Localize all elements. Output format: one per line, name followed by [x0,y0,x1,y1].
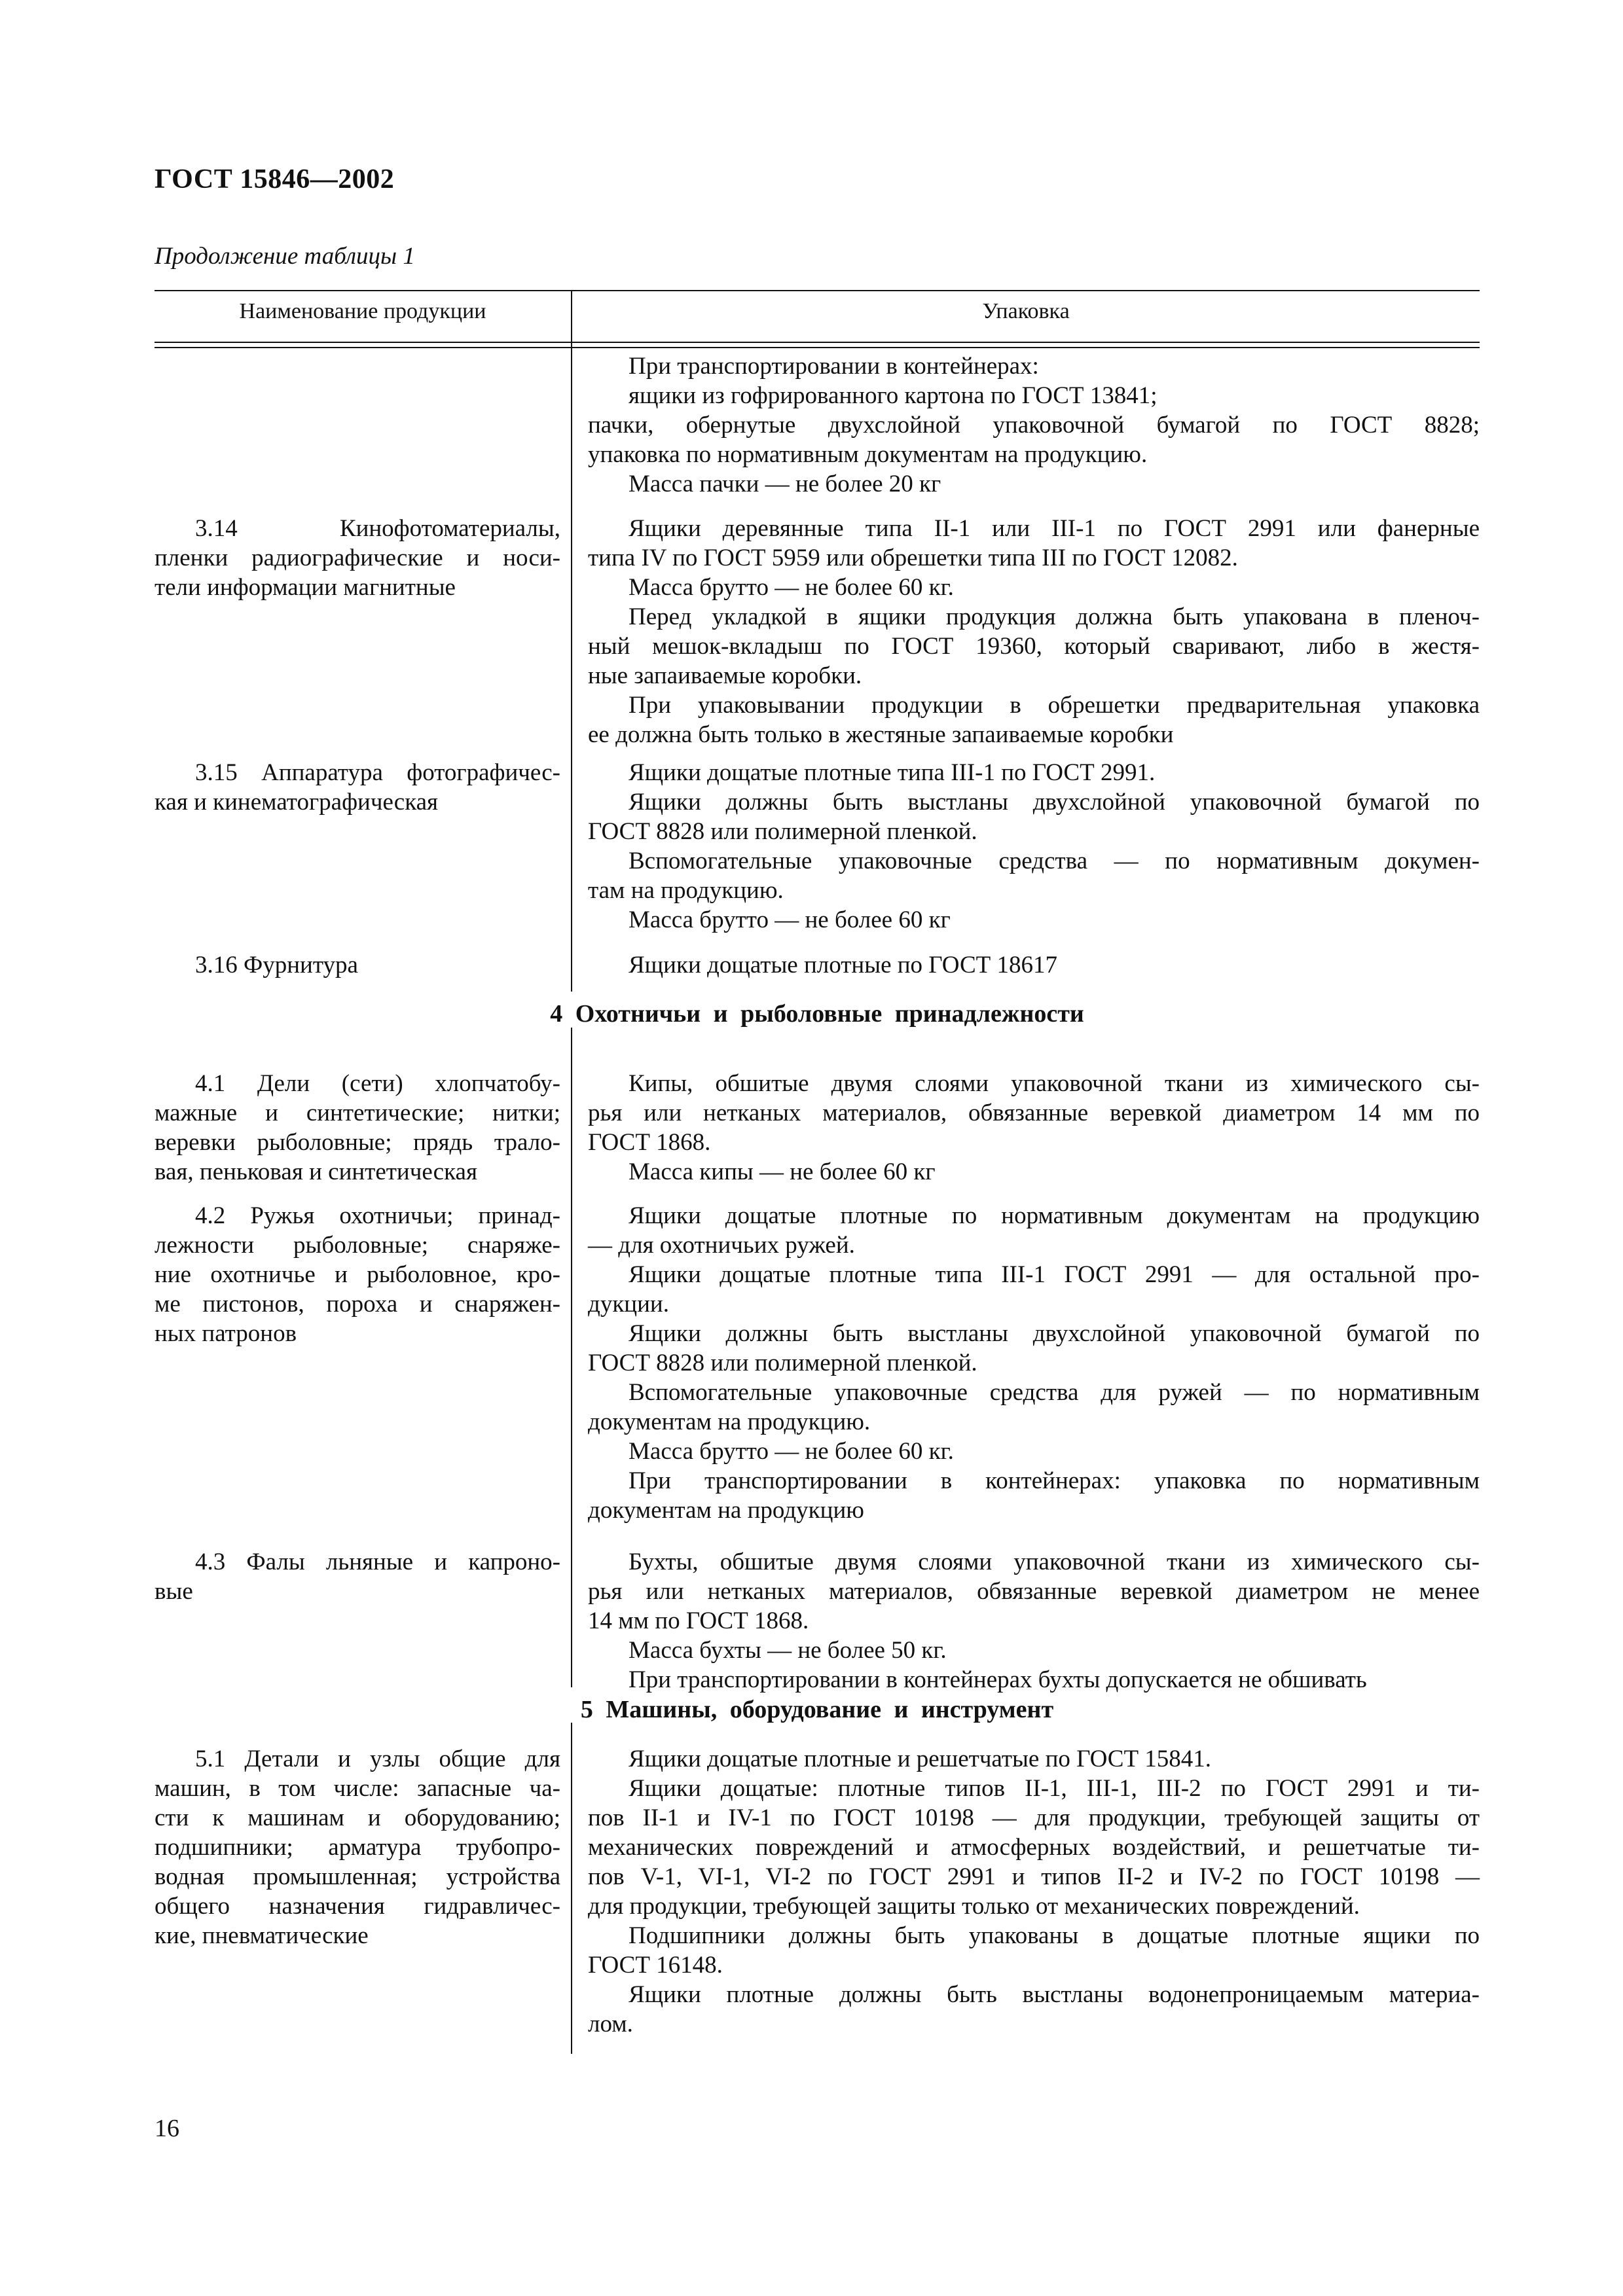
text-line: документам на продукцию. [588,1408,871,1435]
table-caption: Продолжение таблицы 1 [155,243,415,270]
text-line: вые [155,1578,193,1605]
text-line: ГОСТ 8828 или полимерной пленкой. [588,1350,977,1376]
product-cell-3-15 [155,758,560,817]
product-cell-4-1 [155,1069,560,1187]
text-line: Масса бухты — не более 50 кг. [629,1637,947,1664]
product-cell-4-3 [155,1547,560,1606]
text-line: Подшипники должны быть упакованы в дощатые плотные ящики по [629,1922,1480,1949]
packaging-cell-4-3 [588,1547,1480,1695]
text-line: 4.1 Дели (сети) хлопчатобу- [195,1070,560,1097]
text-line: ящики из гофрированного картона по ГОСТ 13841; [629,382,1158,409]
text-line: При транспортировании в контейнерах бухты допускается не обшивать [629,1666,1367,1693]
text-line: рья или нетканых материалов, обвязанные веревкой диаметром не менее [588,1578,1480,1605]
text-line: 14 мм по ГОСТ 1868. [588,1607,809,1634]
text-line: Масса брутто — не более 60 кг. [629,1438,954,1465]
text-line: Ящики должны быть выстланы двухслойной упаковочной бумагой по [629,1320,1480,1347]
text-line: Вспомогательные упаковочные средства для ружей — по нормативным [629,1379,1480,1406]
text-line: ные запаиваемые коробки. [588,662,862,689]
text-line: для продукции, требующей защиты только от механических повреждений. [588,1893,1360,1920]
text-line: Ящики деревянные типа II-1 или III-1 по ГОСТ 2991 или фанерные [629,515,1480,542]
text-line: дукции. [588,1291,669,1318]
text-line: Бухты, обшитые двумя слоями упаковочной ткани из химического сы- [629,1549,1480,1575]
text-line: ных патронов [155,1320,297,1347]
text-line: тели информации магнитные [155,574,456,601]
text-line: пов V-1, VI-1, VI-2 по ГОСТ 2991 и типов II-2 и IV-2 по ГОСТ 10198 — [588,1863,1480,1890]
product-cell-5-1 [155,1744,560,1950]
column-divider [571,1028,572,1687]
column-divider [571,290,572,992]
text-line: водная промышленная; устройства [155,1863,560,1890]
text-line: Ящики дощатые плотные типа III-1 ГОСТ 2991 — для остальной про- [629,1261,1480,1288]
text-line: лежности рыболовные; снаряже- [155,1232,560,1259]
text-line: ние охотничье и рыболовное, кро- [155,1261,560,1288]
text-line: ме пистонов, пороха и снаряжен- [155,1291,560,1318]
text-line: Ящики дощатые плотные и решетчатые по ГОСТ 15841. [629,1746,1212,1772]
text-line: ГОСТ 8828 или полимерной пленкой. [588,818,977,845]
product-cell-4-2 [155,1201,560,1348]
text-line: мажные и синтетические; нитки; [155,1100,560,1126]
text-line: машин, в том числе: запасные ча- [155,1775,560,1802]
packaging-cell-4-1 [588,1069,1480,1187]
text-line: веревки рыболовные; прядь трало- [155,1129,560,1156]
text-line: сти к машинам и оборудованию; [155,1804,560,1831]
text-line: — для охотничьих ружей. [588,1232,855,1259]
product-cell-3-16 [155,950,560,980]
packaging-cell-5-1 [588,1744,1480,2039]
header-rule [155,342,1480,343]
packaging-cell-3-16 [588,950,1480,980]
text-line: 4.3 Фалы льняные и капроно- [195,1549,560,1575]
section-heading-5: 5 Машины, оборудование и инструмент [580,1696,1054,1723]
text-line: рья или нетканых материалов, обвязанные веревкой диаметром 14 мм по [588,1100,1480,1126]
header-rule-double [155,347,1480,348]
text-line: пленки радиографические и носи- [155,545,560,571]
text-line: Ящики должны быть выстланы двухслойной упаковочной бумагой по [629,789,1480,816]
text-line: Кипы, обшитые двумя слоями упаковочной ткани из химического сы- [629,1070,1480,1097]
text-line: Масса кипы — не более 60 кг [629,1158,936,1185]
text-line: кая и кинематографическая [155,789,439,816]
packaging-cell-3-15 [588,758,1480,935]
document-id: ГОСТ 15846—2002 [155,164,395,194]
text-line: 3.14 Кинофотоматериалы, [195,515,560,542]
text-line: упаковка по нормативным документам на продукцию. [588,441,1148,468]
text-line: Масса пачки — не более 20 кг [629,471,941,497]
text-line: общего назначения гидравличес- [155,1893,560,1920]
text-line: подшипники; арматура трубопро- [155,1834,560,1861]
text-line: кие, пневматические [155,1922,369,1949]
text-line: ГОСТ 1868. [588,1129,711,1156]
text-line: Ящики дощатые плотные по ГОСТ 18617 [629,952,1057,978]
text-line: пов II-1 и IV-1 по ГОСТ 10198 — для продукции, требующей защиты от [588,1804,1480,1831]
text-line: ГОСТ 16148. [588,1952,723,1979]
text-line: При упаковывании продукции в обрешетки предварительная упаковка [629,692,1480,719]
text-line: ее должна быть только в жестяные запаиваемые коробки [588,721,1174,748]
page-number: 16 [155,2115,179,2142]
text-line: лом. [588,2011,633,2037]
column-header-packaging: Упаковка [982,299,1070,323]
text-line: Ящики дощатые плотные типа III-1 по ГОСТ 2991. [629,759,1156,786]
text-line: Ящики дощатые плотные по нормативным документам на продукцию [629,1202,1480,1229]
text-line: Перед укладкой в ящики продукция должна быть упакована в пленоч- [629,603,1480,630]
text-line: 3.16 Фурнитура [195,952,358,978]
section-heading-4: 4 Охотничьи и рыболовные принадлежности [550,1000,1084,1028]
text-line: там на продукцию. [588,877,784,904]
column-divider [571,1723,572,2054]
text-line: Масса брутто — не более 60 кг [629,906,951,933]
text-line: типа IV по ГОСТ 5959 или обрешетки типа III по ГОСТ 12082. [588,545,1238,571]
text-line: ный мешок-вкладыш по ГОСТ 19360, который сваривают, либо в жестя- [588,633,1480,660]
text-line: вая, пеньковая и синтетическая [155,1158,477,1185]
text-line: Ящики дощатые: плотные типов II-1, III-1, III-2 по ГОСТ 2991 и ти- [629,1775,1480,1802]
text-line: пачки, обернутые двухслойной упаковочной бумагой по ГОСТ 8828; [588,412,1480,439]
packaging-cell-4-2 [588,1201,1480,1525]
packaging-cell-continued [588,351,1480,499]
text-line: При транспортировании в контейнерах: упаковка по нормативным [629,1467,1480,1494]
packaging-cell-3-14 [588,514,1480,749]
text-line: 3.15 Аппаратура фотографичес- [195,759,560,786]
text-line: Вспомогательные упаковочные средства — по нормативным докумен- [629,848,1480,874]
text-line: документам на продукцию [588,1497,864,1524]
text-line: механических повреждений и атмосферных воздействий, и решетчатые ти- [588,1834,1480,1861]
text-line: При транспортировании в контейнерах: [629,353,1039,380]
text-line: Масса брутто — не более 60 кг. [629,574,954,601]
text-line: 4.2 Ружья охотничьи; принад- [195,1202,560,1229]
table-top-rule [155,290,1480,291]
product-cell-3-14 [155,514,560,602]
column-header-product: Наименование продукции [239,299,486,323]
text-line: Ящики плотные должны быть выстланы водонепроницаемым материа- [629,1981,1480,2008]
text-line: 5.1 Детали и узлы общие для [195,1746,560,1772]
